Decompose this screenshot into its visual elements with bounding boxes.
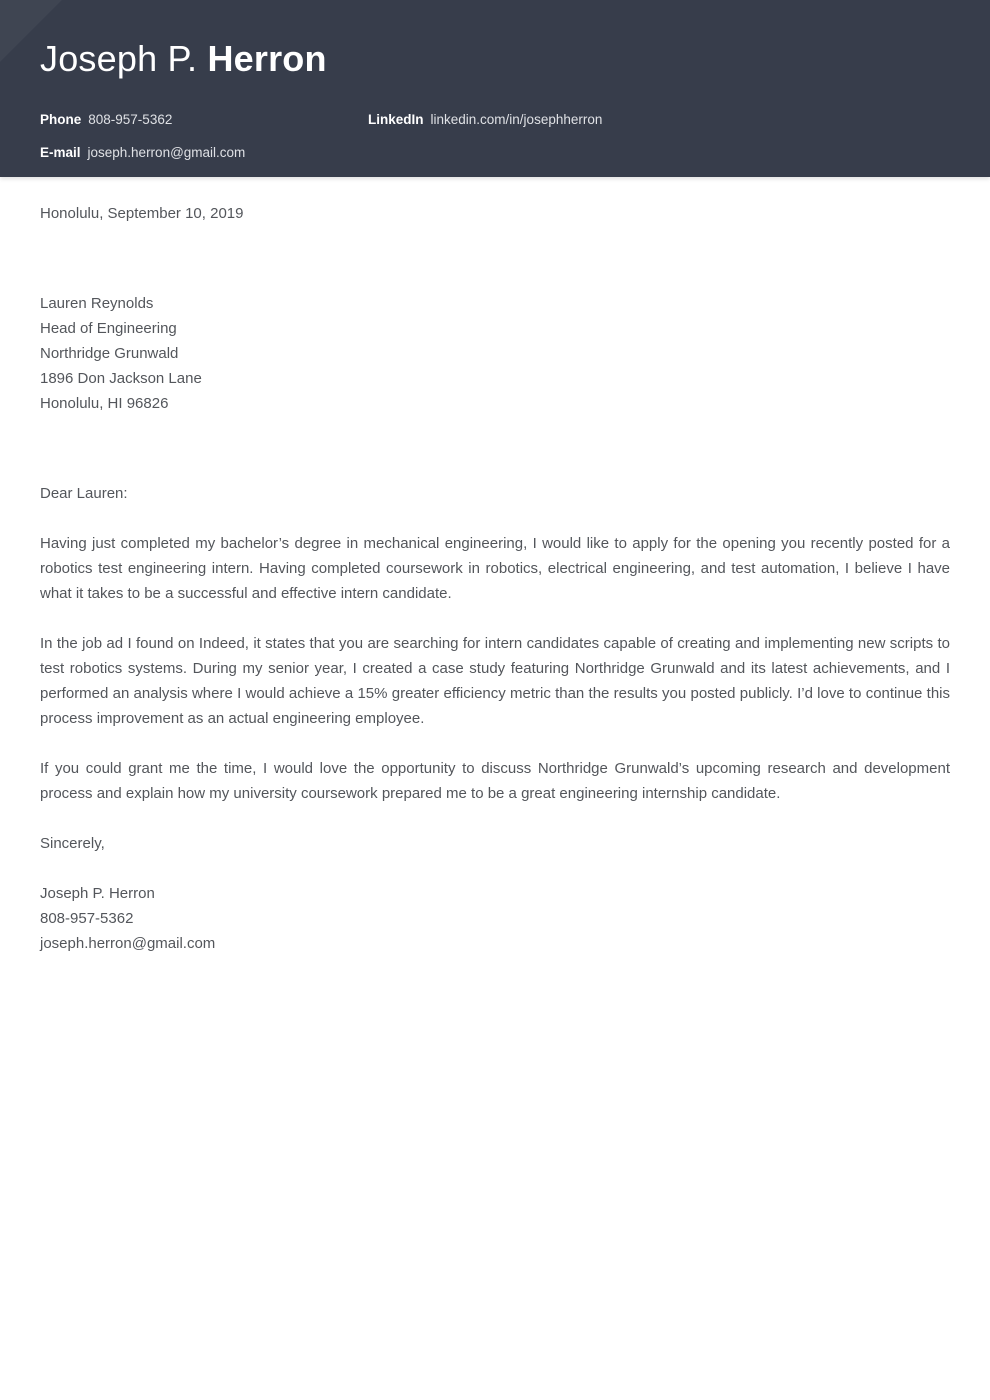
contact-grid — [40, 111, 950, 165]
contact-item-phone — [40, 111, 368, 128]
signature-email: joseph.herron@gmail.com — [40, 935, 216, 952]
closing: Sincerely, — [40, 835, 105, 852]
signature-phone: 808-957-5362 — [40, 910, 134, 927]
contact-item-linkedin — [368, 111, 950, 128]
contact-item-email — [40, 144, 368, 161]
linkedin-value: linkedin.com/in/josephherron — [430, 112, 603, 127]
email-label: E-mail — [40, 145, 81, 160]
salutation: Dear Lauren: — [40, 485, 128, 502]
phone-value: 808-957-5362 — [88, 112, 173, 127]
signature-block — [40, 881, 950, 956]
recipient-title: Head of Engineering — [40, 320, 177, 337]
email-value: joseph.herron@gmail.com — [87, 145, 246, 160]
linkedin-label: LinkedIn — [368, 112, 424, 127]
signature-name: Joseph P. Herron — [40, 885, 155, 902]
recipient-company: Northridge Grunwald — [40, 345, 179, 362]
letter-body — [0, 177, 990, 956]
paragraph-intro: Having just completed my bachelor’s degree in mechanical engineering, I would like to apply for the opening you recently posted for a robotics test engineering intern. Having completed coursework in robotics, electrical engineering, and test automation, I believe I have what it takes to be a successful and effective intern candidate. — [40, 535, 950, 602]
recipient-street: 1896 Don Jackson Lane — [40, 370, 202, 387]
paragraph-experience: In the job ad I found on Indeed, it states that you are searching for intern candidates capable of creating and implementing new scripts to test robotics systems. During my senior year, I created a case study featuring Northridge Grunwald and its latest achievements, and I performed an analysis where I would achieve a 15% greater efficiency metric than the results you posted publicly. I’d love to continue this process improvement as an actual engineering employee. — [40, 635, 950, 727]
name-last: Herron — [207, 38, 327, 79]
page-title — [40, 38, 950, 80]
name-first: Joseph P. — [40, 38, 208, 79]
corner-fold-decoration — [0, 0, 62, 62]
paragraph-request: If you could grant me the time, I would love the opportunity to discuss Northridge Grunwald’s upcoming research and development process and explain how my university coursework prepared me to be a great engineering internship candidate. — [40, 760, 950, 802]
document-header — [0, 0, 990, 177]
dateline: Honolulu, September 10, 2019 — [40, 205, 244, 222]
phone-label: Phone — [40, 112, 82, 127]
recipient-city: Honolulu, HI 96826 — [40, 395, 169, 412]
recipient-block — [40, 291, 950, 416]
recipient-name: Lauren Reynolds — [40, 295, 154, 312]
